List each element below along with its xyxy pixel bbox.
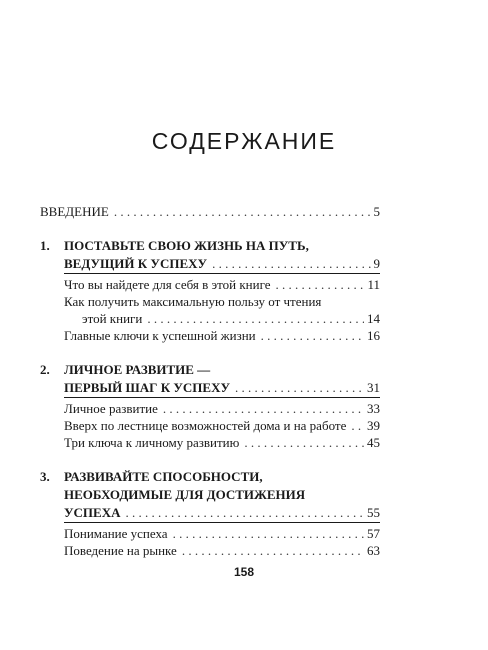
toc-entry-section[interactable] xyxy=(64,418,380,434)
toc-entry-label: Личное развитие xyxy=(64,401,158,416)
toc-entry-label: этой книги xyxy=(82,311,143,326)
toc-page-number: 39 xyxy=(367,418,380,433)
divider xyxy=(64,397,380,398)
dot-leader xyxy=(212,256,370,272)
chapter-number: 3. xyxy=(40,469,50,484)
chapter-title-line: УСПЕХА xyxy=(64,505,121,520)
toc-entry-section[interactable] xyxy=(64,401,380,417)
toc-entry-label: Понимание успеха xyxy=(64,526,168,541)
chapter-title-line: ПЕРВЫЙ ШАГ К УСПЕХУ xyxy=(64,380,231,395)
chapter-title-line[interactable]: ЛИЧНОЕ РАЗВИТИЕ — xyxy=(64,362,211,377)
toc-entry-label-line[interactable]: Как получить максимальную пользу от чтения xyxy=(64,294,322,309)
dot-leader xyxy=(276,277,365,293)
dot-leader xyxy=(126,505,365,521)
toc-page-number: 63 xyxy=(367,543,380,558)
dot-leader xyxy=(244,435,364,451)
toc-entry-chapter-2[interactable] xyxy=(64,380,380,396)
toc-page-number: 33 xyxy=(367,401,380,416)
toc-entry-chapter-1[interactable] xyxy=(64,256,380,272)
toc-page-number: 57 xyxy=(367,526,380,541)
toc-page-number: 16 xyxy=(367,328,380,343)
toc-entry-label: ВВЕДЕНИЕ xyxy=(40,204,109,219)
toc-entry-section[interactable] xyxy=(64,277,380,293)
toc-page-number: 9 xyxy=(373,256,380,271)
toc-page-number: 31 xyxy=(367,380,380,395)
page-number: 158 xyxy=(233,565,255,579)
dot-leader xyxy=(235,380,364,396)
toc-page-number: 14 xyxy=(367,311,380,326)
page-title: СОДЕРЖАНИЕ xyxy=(151,128,337,154)
toc-entry-chapter-3[interactable] xyxy=(64,505,380,521)
dot-leader xyxy=(182,543,364,559)
dot-leader xyxy=(114,204,371,220)
toc-entry-section[interactable] xyxy=(64,526,380,542)
toc-page-number: 11 xyxy=(367,277,380,292)
toc-entry-section[interactable] xyxy=(64,328,380,344)
toc-page-number: 55 xyxy=(367,505,380,520)
dot-leader xyxy=(173,526,364,542)
dot-leader xyxy=(351,418,364,434)
toc-entry-label: Главные ключи к успешной жизни xyxy=(64,328,256,343)
toc-entry-intro[interactable] xyxy=(40,204,380,220)
toc-page-number: 45 xyxy=(367,435,380,450)
chapter-number: 2. xyxy=(40,362,50,377)
chapter-number: 1. xyxy=(40,238,50,253)
toc-page-number: 5 xyxy=(373,204,380,219)
chapter-title-line[interactable]: РАЗВИВАЙТЕ СПОСОБНОСТИ, xyxy=(64,469,263,484)
chapter-title-line[interactable]: ПОСТАВЬТЕ СВОЮ ЖИЗНЬ НА ПУТЬ, xyxy=(64,238,309,253)
toc-entry-section[interactable] xyxy=(64,543,380,559)
toc-entry-label: Три ключа к личному развитию xyxy=(64,435,240,450)
dot-leader xyxy=(163,401,364,417)
dot-leader xyxy=(261,328,364,344)
toc-entry-label: Вверх по лестнице возможностей дома и на работе xyxy=(64,418,347,433)
chapter-title-line[interactable]: НЕОБХОДИМЫЕ ДЛЯ ДОСТИЖЕНИЯ xyxy=(64,487,306,502)
dot-leader xyxy=(147,311,364,327)
divider xyxy=(64,522,380,523)
toc-entry-section[interactable] xyxy=(64,435,380,451)
chapter-title-line: ВЕДУЩИЙ К УСПЕХУ xyxy=(64,256,208,271)
toc-entry-section[interactable] xyxy=(82,311,380,327)
toc-entry-label: Поведение на рынке xyxy=(64,543,177,558)
toc-entry-label: Что вы найдете для себя в этой книге xyxy=(64,277,271,292)
divider xyxy=(64,273,380,274)
